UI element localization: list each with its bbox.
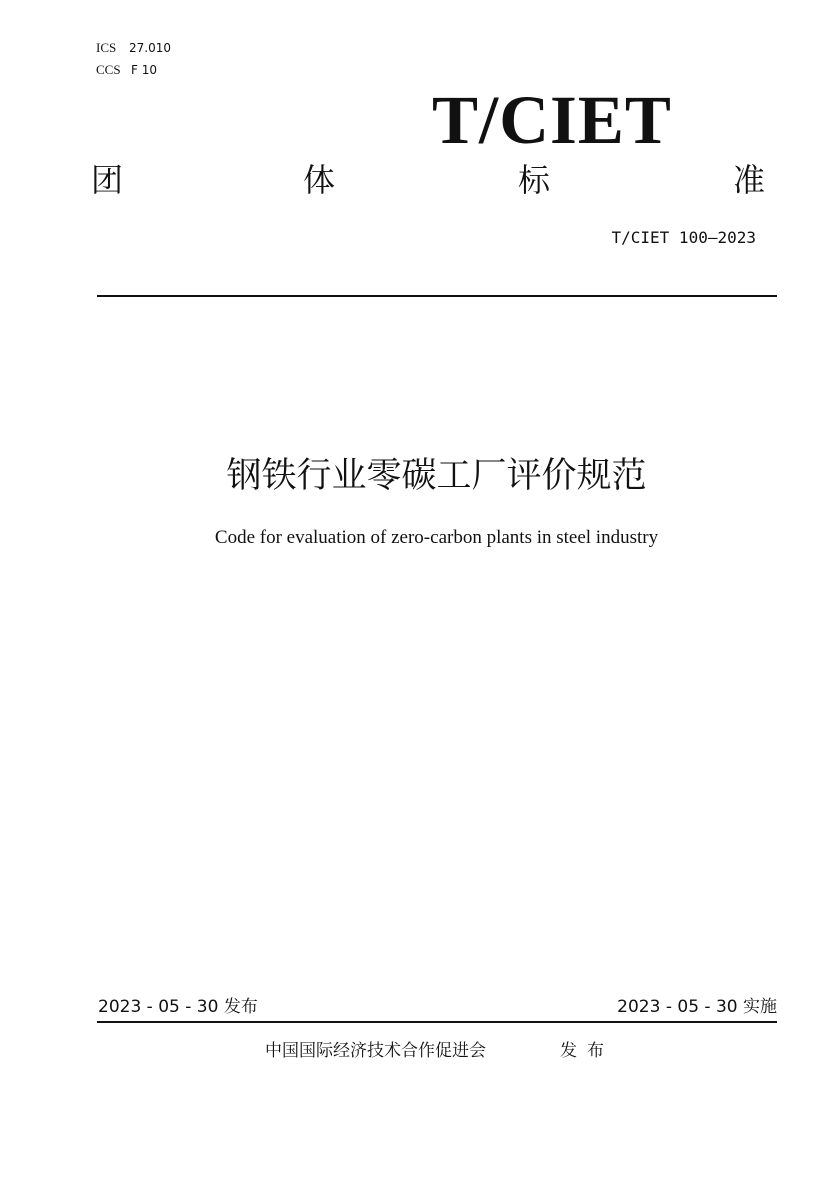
publish-label: 发布 bbox=[560, 1041, 614, 1061]
standard-type-char: 团 bbox=[91, 161, 124, 199]
publish-date: 2023 - 05 - 30 发布 bbox=[98, 997, 258, 1017]
footer-divider bbox=[97, 1021, 777, 1023]
standard-number: T/CIET 100—2023 bbox=[611, 228, 756, 247]
standard-type-char: 准 bbox=[733, 161, 766, 199]
standard-type-char: 标 bbox=[518, 161, 551, 199]
header-divider bbox=[97, 295, 777, 297]
org-logo: T/CIET bbox=[432, 82, 672, 158]
standard-type-char: 体 bbox=[303, 161, 336, 199]
ccs-label: CCS bbox=[96, 62, 121, 77]
publisher-name: 中国国际经济技术合作促进会 bbox=[265, 1041, 486, 1061]
implementation-date: 2023 - 05 - 30 实施 bbox=[617, 997, 777, 1017]
document-title-english: Code for evaluation of zero-carbon plants in steel industry bbox=[214, 527, 659, 548]
ccs-code: F 10 bbox=[131, 63, 157, 77]
ics-label: ICS bbox=[96, 40, 117, 55]
document-title-chinese: 钢铁行业零碳工厂评价规范 bbox=[226, 456, 647, 496]
ics-code: 27.010 bbox=[129, 41, 171, 55]
